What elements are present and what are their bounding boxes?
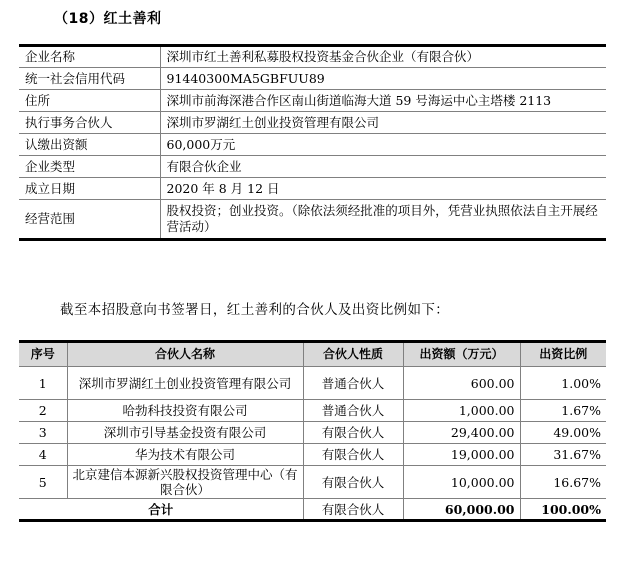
info-value: 深圳市前海深港合作区南山街道临海大道 59 号海运中心主塔楼 2113 (160, 90, 606, 112)
row-no: 5 (19, 466, 67, 499)
row-no: 1 (19, 367, 67, 400)
info-row-scope (19, 200, 606, 240)
table-header-row (19, 342, 606, 367)
info-row-address (19, 90, 606, 112)
table-row (19, 367, 606, 400)
partner-table (19, 340, 606, 522)
row-ratio: 1.67% (520, 400, 606, 422)
total-partner-type: 有限合伙人 (303, 499, 403, 521)
info-value: 股权投资；创业投资。（除依法须经批准的项目外，凭营业执照依法自主开展经营活动） (160, 200, 606, 240)
info-value: 91440300MA5GBFUU89 (160, 68, 606, 90)
table-row (19, 400, 606, 422)
row-partner-name: 深圳市罗湖红土创业投资管理有限公司 (67, 367, 303, 400)
info-row-type (19, 156, 606, 178)
total-amount: 60,000.00 (403, 499, 520, 521)
info-label: 企业类型 (19, 156, 160, 178)
total-ratio: 100.00% (520, 499, 606, 521)
info-row-capital (19, 134, 606, 156)
row-ratio: 31.67% (520, 444, 606, 466)
partner-intro-paragraph: 截至本招股意向书签署日，红土善利的合伙人及出资比例如下： (60, 302, 450, 318)
info-row-credit-code (19, 68, 606, 90)
row-amount: 10,000.00 (403, 466, 520, 499)
section-title: （18）红土善利 (54, 11, 162, 27)
info-label: 经营范围 (19, 200, 160, 240)
row-partner-type: 有限合伙人 (303, 422, 403, 444)
company-info-table (19, 44, 606, 241)
info-value: 有限合伙企业 (160, 156, 606, 178)
row-amount: 600.00 (403, 367, 520, 400)
table-row (19, 422, 606, 444)
info-label: 统一社会信用代码 (19, 68, 160, 90)
info-label: 住所 (19, 90, 160, 112)
row-amount: 1,000.00 (403, 400, 520, 422)
row-partner-type: 普通合伙人 (303, 400, 403, 422)
table-row (19, 444, 606, 466)
row-partner-type: 有限合伙人 (303, 466, 403, 499)
row-amount: 19,000.00 (403, 444, 520, 466)
table-row (19, 466, 606, 499)
info-label: 认缴出资额 (19, 134, 160, 156)
row-partner-name: 北京建信本源新兴股权投资管理中心（有限合伙） (67, 466, 303, 499)
header-ratio: 出资比例 (520, 342, 606, 367)
info-label: 成立日期 (19, 178, 160, 200)
info-label: 企业名称 (19, 46, 160, 68)
table-total-row (19, 499, 606, 521)
info-value: 60,000万元 (160, 134, 606, 156)
info-row-date (19, 178, 606, 200)
row-partner-name: 深圳市引导基金投资有限公司 (67, 422, 303, 444)
row-partner-type: 有限合伙人 (303, 444, 403, 466)
row-ratio: 16.67% (520, 466, 606, 499)
row-partner-name: 华为技术有限公司 (67, 444, 303, 466)
row-partner-name: 哈勃科技投资有限公司 (67, 400, 303, 422)
row-partner-type: 普通合伙人 (303, 367, 403, 400)
info-row-name (19, 46, 606, 68)
row-no: 3 (19, 422, 67, 444)
header-partner-type: 合伙人性质 (303, 342, 403, 367)
row-ratio: 1.00% (520, 367, 606, 400)
info-label: 执行事务合伙人 (19, 112, 160, 134)
header-no: 序号 (19, 342, 67, 367)
row-amount: 29,400.00 (403, 422, 520, 444)
info-value: 深圳市罗湖红土创业投资管理有限公司 (160, 112, 606, 134)
row-ratio: 49.00% (520, 422, 606, 444)
info-value: 2020 年 8 月 12 日 (160, 178, 606, 200)
info-value: 深圳市红土善利私募股权投资基金合伙企业（有限合伙） (160, 46, 606, 68)
header-partner-name: 合伙人名称 (67, 342, 303, 367)
info-row-executive-partner (19, 112, 606, 134)
row-no: 4 (19, 444, 67, 466)
header-amount: 出资额（万元） (403, 342, 520, 367)
row-no: 2 (19, 400, 67, 422)
total-label: 合计 (19, 499, 303, 521)
